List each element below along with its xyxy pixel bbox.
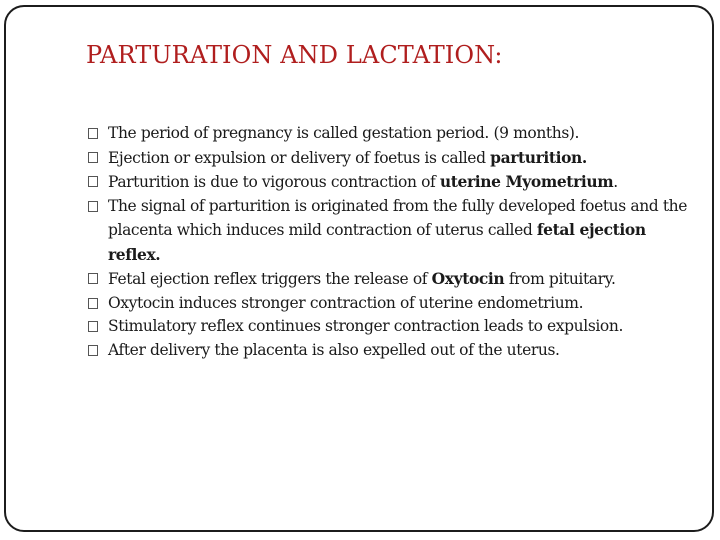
bullet-item [88,170,688,195]
bullet-item [88,122,688,146]
bullet-item [88,267,688,292]
bullet-text: Parturition is due to vigorous contraction of [108,173,440,191]
bullet-item [88,195,688,268]
checkbox-square-icon [88,176,98,187]
bullet-text: . [613,173,618,191]
bullet-text: Stimulatory reflex continues stronger contraction leads to expulsion. [108,317,623,335]
bullet-highlight-text: parturition. [490,147,587,167]
bullet-item [88,315,688,339]
bullet-list [88,122,688,362]
bullet-item [88,292,688,316]
checkbox-square-icon [88,201,98,212]
bullet-text: The signal of parturition is originated from the fully developed foetus and the placenta which induces mild contraction of uterus called [108,196,688,239]
checkbox-square-icon [88,298,98,309]
bullet-text: The period of pregnancy is called gestation period. (9 months). [108,124,580,142]
bullet-text: Fetal ejection reflex triggers the release of [108,270,432,288]
slide-frame [4,5,714,532]
bullet-highlight-text: Oxytocin [431,269,505,288]
bullet-text: from pituitary. [504,270,616,288]
checkbox-square-icon [88,345,98,356]
checkbox-square-icon [88,273,98,284]
checkbox-square-icon [88,128,98,139]
slide-title: PARTURATION AND LACTATION: [86,41,503,69]
bullet-highlight-text: fetal ejection reflex. [108,220,646,264]
bullet-text: After delivery the placenta is also expelled out of the uterus. [108,340,560,359]
checkbox-square-icon [88,152,98,163]
checkbox-square-icon [88,321,98,332]
bullet-text: Oxytocin induces stronger contraction of uterine endometrium. [108,293,584,312]
bullet-item [88,146,688,171]
bullet-highlight-text: uterine Myometrium [439,172,614,191]
bullet-text: Ejection or expulsion or delivery of foetus is called [108,148,491,167]
bullet-item [88,339,688,363]
